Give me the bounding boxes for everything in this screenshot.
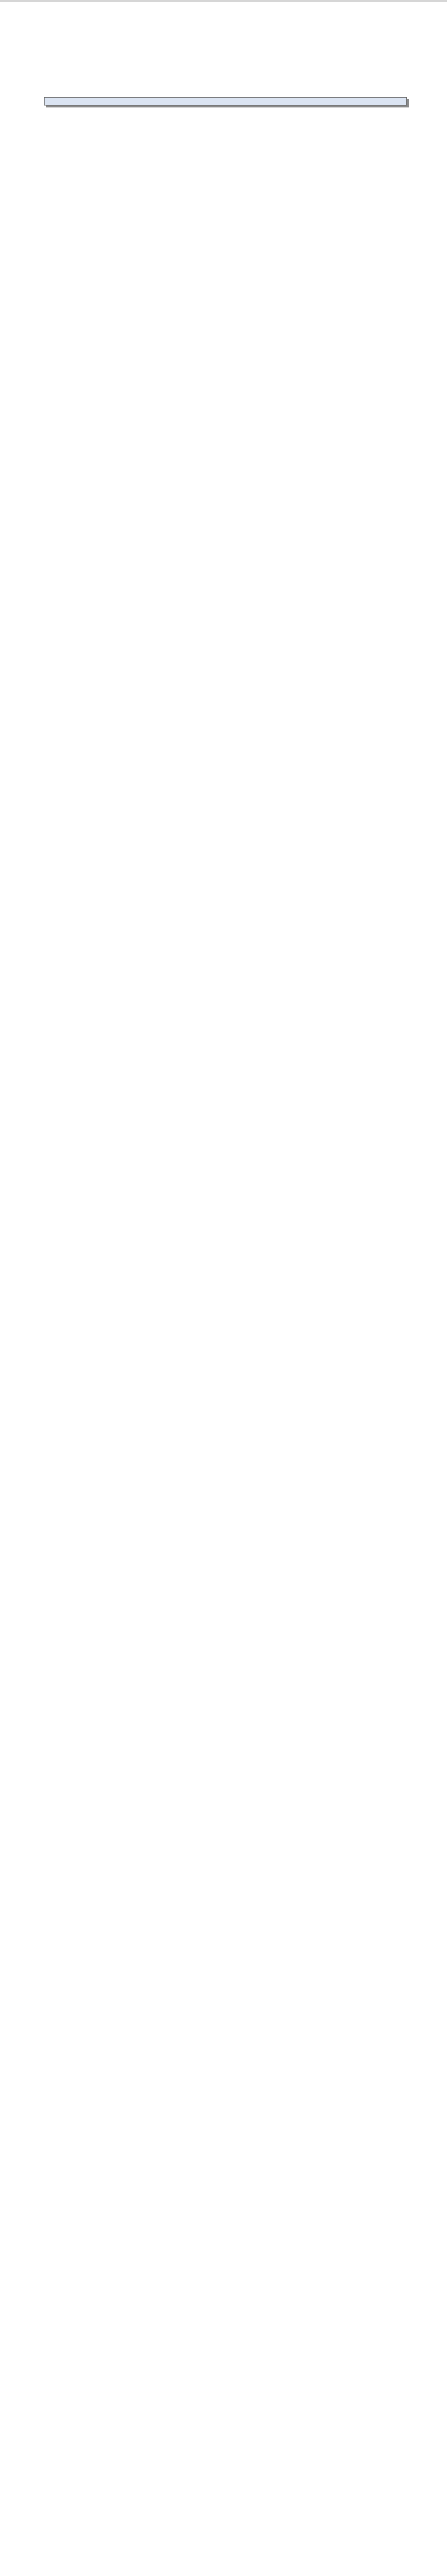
page-title xyxy=(44,97,407,105)
page-1 xyxy=(0,2,447,656)
